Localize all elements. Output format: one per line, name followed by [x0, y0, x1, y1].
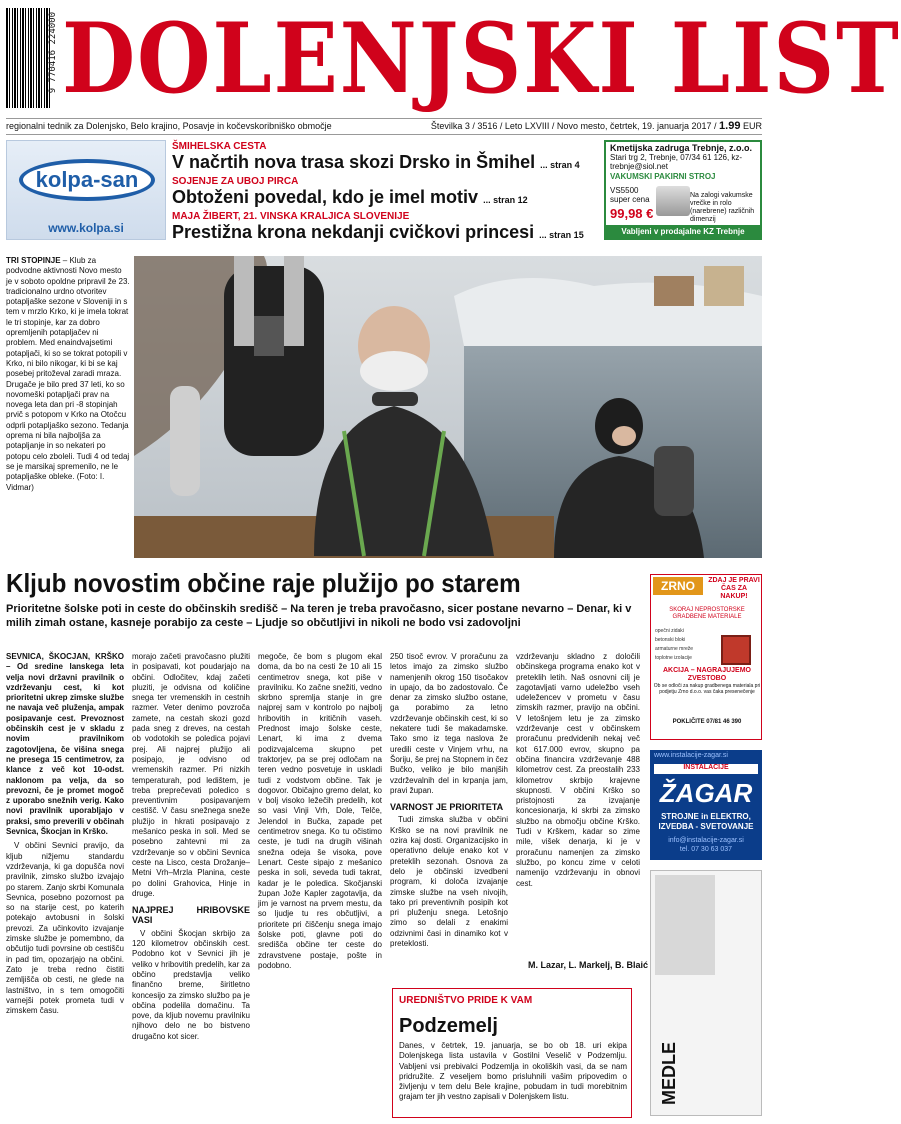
masthead: DOLENJSKI LIST — [62, 2, 901, 115]
teaser[interactable] — [172, 141, 596, 175]
masthead-rule — [6, 118, 762, 119]
diver-left — [224, 256, 324, 456]
zagar-badge: INSTALACIJE — [654, 764, 758, 774]
teaser[interactable] — [172, 211, 596, 245]
zrno-action-text: Ob se odloči za nakup gradbenega materiala pri podjetju Zrno d.o.o. vas čaka presenečenje — [653, 683, 761, 695]
kz-header: Kmetijska zadruga Trebnje, z.o.o. Stari trg 2, Trebnje, 07/34 61 126, kz-trebnje@siol.net — [610, 143, 753, 171]
zrno-action: AKCIJA – NAGRAJUJEMO ZVESTOBO — [662, 667, 752, 682]
zrno-list: opečni zidaki betonski bloki armaturne mreže toplotne izolacije — [655, 628, 694, 661]
kz-note: Na zalogi vakumske vrečke in rolo (narebrene) različnih dimenzij — [690, 192, 755, 223]
caption-text: – Klub za podvodne aktivnosti Novo mesto je v soboto opoldne pripravil že 23. tradicionalno urdno otvoritev potapljaške sezone v Sloveniji in s tem v mrzlo Krko, ki je imela tokrat le tri stopinje, kar za dobro opremljenih potapljačev ni problem. Med enaindvajsetimi potapljači, ki so se tokrat potopili v Krko, ni bilo nikogar, ki bi se kaj posebej pritoževal zaradi mraza. Drugače je bilo pred 37 leti, ko so novomeški potapljači prav na novega leta dan pri -8 stopinjah prvič s potopom v Krko na Otočcu odprli potapljaško sezono. Tedanja oprema ni bila najboljša za potapljanje in so nekateri po potopu celo zboleli. Tudi 4 od tedaj se je marsikaj spremenilo, ne le potapljaške obleke. — [6, 256, 130, 482]
article-lead: SEVNICA, ŠKOCJAN, KRŠKO – Od sredine lanskega leta velja novi državni pravilnik o vzdrževanju cest, ki kot prioritetni ukrep zimske službe ne navaja več pluženja, ampak posipavanje cest. Prevoznost občinskih cest je v skladu z novim pravilnikom zagotovljena, če višina snega ne presega 15 centimetrov, za klance z več kot 10-odst. naklonom pa velja, da so prevozni, če je promet mogoč z uporabo snežnih verig. Kako novi pravilnik uporabljajo v praksi, smo preverili v občinah Sevnica, Škocjan in Krško. — [6, 652, 124, 837]
zrno-top: ZDAJ JE PRAVI ČAS ZA NAKUP! — [708, 577, 760, 600]
article-paragraph: V občini Sevnici pravijo, da kljub nižjemu standardu vzdrževanja, ki ga dopušča novi pravilnik, zimsko službo izvajajo po starem. Zanjo skrbi Komunala Sevnica, posebno pozornost pa so na starije cest, po katerih potekajo avtobusni in šolski prevozi. Za učinkovito izvajanje zimske službe je pomembno, da občutijo tudi povrsine ob cestišču in pad tim, opozarjajo na občini. Zato je treba redno čistiti zemljišča ob cesti, ne glede na lastništvo, in s tem omogočiti varnejši potek prometa tudi v zimskem času. — [6, 841, 124, 1016]
teaser-title: V načrtih nova trasa skozi Drsko in Šmihel ... stran 4 — [172, 152, 580, 172]
teaser-page: ... stran 4 — [540, 160, 580, 170]
urednistvo-box — [392, 988, 632, 1118]
article-paragraph: Tudi zimska služba v občini Krško se na novi pravilnik ne ozira kaj dosti. Organizacijsko in operativno deluje enako kot v preteklih sezonah. Osnova za delo je občinski izvedbeni program, ki določa izvajanje zimske službe na vseh nivojih, tako pri preventivnih posipih kot pri pluženju snega. Letošnjo zimo so delali z enakimi odzivnimi časi in dinamiko kot v preteklosti. — [390, 815, 508, 949]
urednistvo-kicker: UREDNIŠTVO PRIDE K VAM — [399, 995, 533, 1006]
medle-logo: MEDLE — [659, 1042, 679, 1105]
kz-price: 99,98 € — [610, 206, 654, 221]
article-paragraph: megoče, če bom s plugom ekal doma, da bo na cesti že 10 ali 15 centimetrov snega, kot piše v pravilniku. Ko začne snežiti, vedno skrbno spremlja stanje in gre najprej sam v kontrolo po najbolj hribovitih in kritičnih vaseh. Prednost imajo šolske ceste, Lenart, ki ima z dvema podizvajalcema skupno pet traktorjev, pa se prej odločam na teren vedno posvetuje in uskladi tudi z vodstvom občine. Tak je dogovor. Običajno gremo delat, ko v bolj visoko ležečih predelih, kot so vasi Vinji Vrh, Dole, Telče, Jelendol in Bučka, zapade pet centimetrov snega. Ko tu očistimo ceste, je tudi na drugih višinah snežna odeja še visoka, pove Lenart. Ceste sipajo z mešanico peska in soli, seveda tudi takrat, kadar je le poledica. Skočjanski župan Jože Kapler zagotavlja, da jim je varnost na prvem mestu, da so ljudje tu res občutljivi, a prioritete pri čiščenju snega imajo šolske poti, glavne poti do središča občine ter ceste do zdravstvene postaje, pošte in podobno. — [258, 652, 382, 970]
article-col-1 — [6, 652, 124, 1016]
medle-ad[interactable] — [650, 870, 762, 1116]
article-signature: M. Lazar, L. Markelj, B. Blaić — [528, 960, 649, 970]
tagline: regionalni tednik za Dolenjsko, Belo krajino, Posavje in kočevskoribniško območje — [6, 121, 332, 131]
teaser-kicker: SOJENJE ZA UBOJ PIRCA — [172, 176, 299, 187]
article-subheading: NAJPREJ HRIBOVSKE VASI — [132, 905, 250, 926]
article-paragraph: morajo začeti pravočasno plužiti in posipavati, kot poudarjajo na občini. Odločitev, kdaj začeti pluziti, je odvisna od količine snega ter vremenskih in cestnih razmer. Veter denimo povzroča zamete, na cestah skozi gozd pada sneg z dreves, na cestah ob vodotokih se poledica pojavi prej. Ali najprej plužijo ali posipajo, je odvisno od vremenskih razmer. Pri nizkih temperaturah, pod ledištem, je treba preprečevati poledico s preventivnim posipavanjem cestišč. V času snežnega sneže plužijo in hkrati posipavajo z mešanico peska in soli. Med se posebno zahtevni mi za vzdrževanje so v občini Sevnica ceste na Lisco, cesta Drožanje–Metni Vrh–Mrzla Planina, ceste po dolini Grahovica, Hinje in druge. — [132, 652, 250, 898]
article-subheading: VARNOST JE PRIORITETA — [390, 802, 504, 813]
article-paragraph: V občini Škocjan skrbijo za 120 kilometrov občinskih cest. Podobno kot v Sevnici jih je veliko v hribovitih predelih, kar za občino predstavlja veliko finančno breme, širitletno koncesijo za zimsko službo pa je občina podelila domačinu. Ta pove, da kljub novemu pravilniku njihovo delo ne bo bistveno drugačno kot sicer. — [132, 928, 250, 1041]
urednistvo-text: Danes, v četrtek, 19. januarja, se bo ob 18. uri ekipa Dolenjskega lista ustavila v Gostilni Veselič v Podzemlju. Vabljeni vsi prebivalci Podzemlja in okoliških vasi, da se nam pridružite. Z veseljem bomo prisluhnili vašim pripovedim o življenju v tem delu Bele krajine, pobudam in tudi morebitnim grajam ter jih vestno zapisali v Dolenjskem listu. — [399, 1041, 627, 1102]
barcode-number: 9 770416 224000 — [48, 12, 58, 94]
brick-image — [721, 635, 751, 665]
teaser-page: ... stran 12 — [483, 195, 528, 205]
article-col-2 — [132, 652, 250, 1042]
article-col-4 — [390, 652, 508, 949]
photo-caption — [6, 256, 130, 493]
kolpa-url[interactable]: www.kolpa.si — [48, 221, 124, 235]
divers-photo[interactable] — [134, 256, 762, 558]
article-col-5 — [516, 652, 640, 889]
kz-promo: VAKUMSKI PAKIRNI STROJ — [610, 172, 716, 181]
zagar-logo: ŽAGAR — [659, 778, 753, 808]
zagar-ad[interactable] — [650, 750, 762, 860]
teaser-title: Obtoženi povedal, kdo je imel motiv ... stran 12 — [172, 187, 528, 207]
kz-footer: Vabljeni v prodajalne KZ Trebnje — [606, 225, 760, 238]
article-paragraph: 250 tisoč evrov. V proračunu za letos imajo za zimsko službo namenjenih okrog 150 tisočakov in upajo, da bo zadostovalo. Če denar za zimsko službo ostane, ga porabimo za letno vzdrževanje občinskih cest, ki so nekatere tudi še makadamske. Tako smo iz tega naslova že uredili ceste v Vinjem vrhu, na Šoriju, še prej na Stopnem in čez Bučko, veliko je bilo manjših vzdrževalnih del in krpanja jam, pravi župan. — [390, 652, 508, 795]
zrno-mid: SKORAJ NEPROSTORSKE GRADBENE MATERIALE — [669, 607, 745, 620]
kolpa-logo: kolpa-san — [19, 159, 155, 201]
issue-info — [431, 120, 762, 132]
kolpa-ad[interactable] — [6, 140, 166, 240]
zrno-logo: ZRNO — [653, 577, 703, 595]
issue-currency: EUR — [742, 121, 762, 131]
zrno-phone: POKLIČITE 07/81 46 390 — [672, 719, 742, 725]
urednistvo-title[interactable]: Podzemelj — [399, 1015, 498, 1037]
main-subhead: Prioritetne šolske poti in ceste do občinskih središč – Na teren je treba pravočasno, sicer postane nevarno – Denar, ki v milih zimah ostane, kasneje porabijo za ceste – Ljudje so občutljivi in nikoli ne bodo vsi zadovoljni — [6, 603, 632, 629]
vacuum-sealer-image — [656, 186, 690, 216]
zagar-services: STROJNE in ELEKTRO, IZVEDBA - SVETOVANJE — [658, 812, 754, 831]
tank — [170, 386, 200, 496]
zagar-contact: info@instalacije-zagar.si tel. 07 30 63 037 — [668, 837, 744, 853]
article-paragraph: vzdrževanju skladno z določili občinskega programa enako kot v preteklih letih. Naš osnovni cilj je zagotavljati varno udeležbo vseh udeležencev v prometu v času zimskih razmer, pravijo na občini. V letošnjem letu je za zimsko vzdrževanje cest v občinskem proračunu predvidenih nekaj več kot 617.000 evrov, skupno pa občina financira vzdrževanje 488 kilometrov cest. Za preostalih 233 kilometrov skrbijo krajevne skupnosti. V občini Krško so pristojnosti za izvajanje koncesionarja, ki skrbi za zimsko službo na območju občine Krško. Tudi v Krškem, kadar so zime mile, višek denarja, ki je v proračunu namenjen za zimsko službo, po koncu zime v celoti namenijo vzdrževanju in obnovi cest. — [516, 652, 640, 888]
issue-price: 1.99 — [719, 120, 741, 132]
building-image — [655, 875, 715, 975]
teaser-title: Prestižna krona nekdanji cvičkovi princesi ... stran 15 — [172, 222, 584, 242]
issue-text: Številka 3 / 3516 / Leto LXVIII / Novo mesto, četrtek, 19. januarja 2017 / — [430, 121, 717, 131]
barcode — [6, 8, 50, 108]
teaser-kicker: ŠMIHELSKA CESTA — [172, 141, 267, 152]
main-headline[interactable]: Kljub novostim občine raje plužijo po starem — [6, 568, 521, 598]
teaser-page: ... stran 15 — [539, 230, 584, 240]
kz-model: VS5500 super cena — [610, 186, 650, 204]
kz-trebnje-ad[interactable] — [604, 140, 762, 240]
article-col-3 — [258, 652, 382, 971]
teaser-kicker: MAJA ŽIBERT, 21. VINSKA KRALJICA SLOVENIJE — [172, 211, 410, 222]
divers-illustration — [134, 256, 762, 558]
teaser[interactable] — [172, 176, 596, 210]
zagar-url: www.instalacije-zagar.si — [654, 752, 728, 759]
issue-rule — [6, 134, 762, 135]
caption-lead: TRI STOPINJE — [6, 256, 61, 265]
zrno-ad[interactable] — [650, 574, 762, 740]
teasers — [172, 140, 596, 245]
caption-credit: (Foto: I. Vidmar) — [6, 472, 105, 492]
